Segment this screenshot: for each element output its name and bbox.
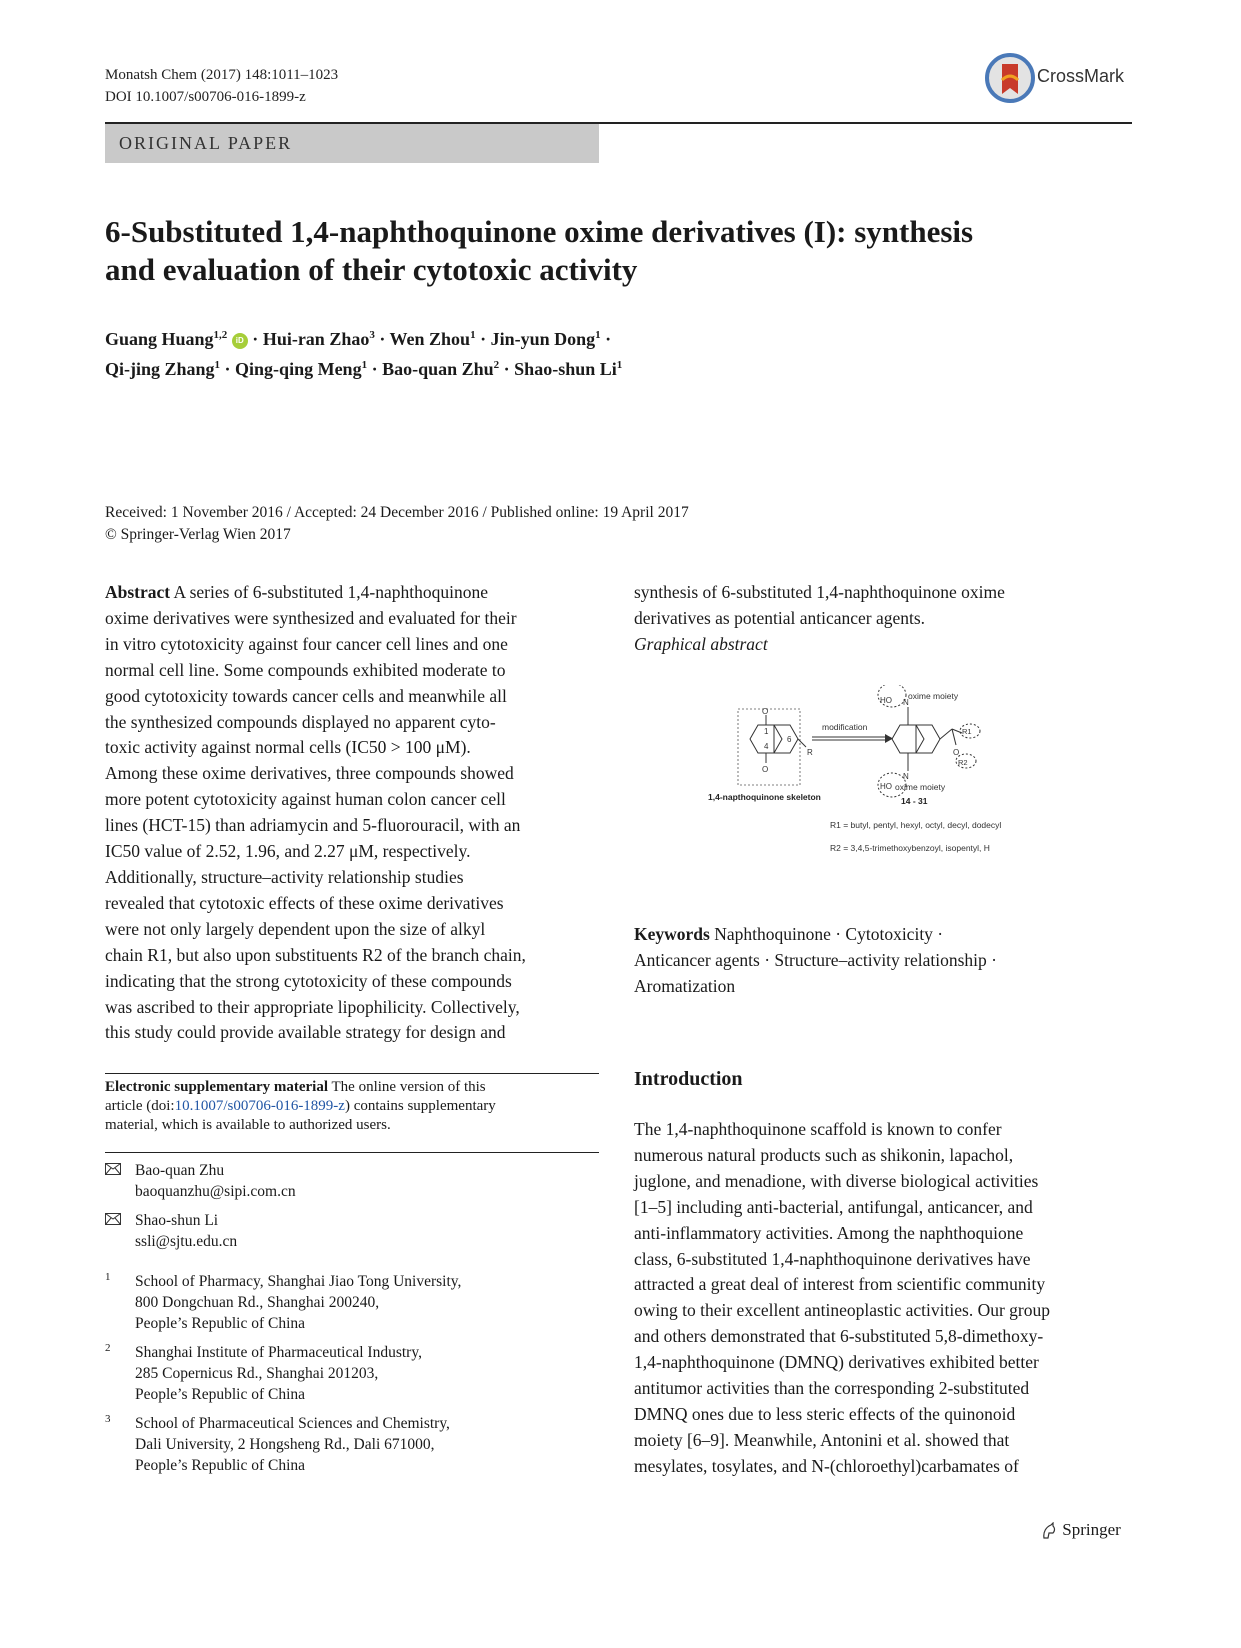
article-type: ORIGINAL PAPER xyxy=(119,133,293,153)
r2-label: R2 xyxy=(958,758,968,767)
abstract-line: synthesis of 6-substituted 1,4-naphthoquinone oxime xyxy=(634,582,1005,602)
abstract-line: was ascribed to their appropriate lipophilicity. Collectively, xyxy=(105,996,520,1017)
intro-line: owing to their excellent antineoplastic activities. Our group xyxy=(634,1300,1050,1321)
authors-line-2: Qi-jing Zhang$^1$ · Qing-qing Meng$^1$ · Bao-quan Zhu$^2$ · Shao-shun Li$^1$ xyxy=(105,359,623,379)
contact-name: Bao-quan Zhu xyxy=(135,1162,225,1179)
author-name[interactable]: Qing-qing Meng xyxy=(235,359,362,379)
nitrogen-top: N xyxy=(903,698,909,707)
authors xyxy=(105,322,622,382)
keywords xyxy=(634,922,1128,1000)
author-name[interactable]: Jin-yun Dong xyxy=(490,329,596,349)
abstract-line: chain R1, but also upon substituents R2 of the branch chain, xyxy=(105,944,526,965)
intro-line: and others demonstrated that 6-substituted 5,8-dimethoxy- xyxy=(634,1326,1044,1347)
modification-label: modification xyxy=(822,722,868,732)
intro-line: juglone, and menadione, with diverse biological activities xyxy=(634,1170,1039,1191)
oxime-label-bottom: oxime moiety xyxy=(895,782,946,792)
springer-horse-icon xyxy=(1040,1522,1058,1540)
intro-line: 1,4-naphthoquinone (DMNQ) derivatives exhibited better xyxy=(634,1352,1039,1373)
footnote-divider xyxy=(105,1152,599,1153)
abstract-line: derivatives as potential anticancer agents. xyxy=(634,607,926,628)
hydroxyl-bottom: HO xyxy=(880,782,892,791)
author-affil: 1 xyxy=(470,329,476,341)
orcid-icon[interactable]: iD xyxy=(232,333,248,349)
abstract-heading: Abstract xyxy=(105,582,171,602)
contact-email[interactable]: baoquanzhu@sipi.com.cn xyxy=(135,1183,296,1200)
abstract-line: good cytotoxicity towards cancer cells and meanwhile all xyxy=(105,685,507,706)
envelope-icon xyxy=(105,1163,121,1175)
footnote-divider xyxy=(105,1073,599,1074)
copyright: © Springer-Verlag Wien 2017 xyxy=(105,526,291,543)
author-name[interactable]: Shao-shun Li xyxy=(514,359,617,379)
abstract-line: normal cell line. Some compounds exhibited moderate to xyxy=(105,659,506,680)
intro-line: anti-inflammatory activities. Among the naphthoquione xyxy=(634,1222,1024,1243)
author-name[interactable]: Hui-ran Zhao xyxy=(262,329,370,349)
publisher-logo xyxy=(1040,1520,1121,1540)
introduction-body xyxy=(634,1117,1128,1480)
ester-oxygen: O xyxy=(953,748,960,757)
intro-line: class, 6-substituted 1,4-naphthoquinone derivatives have xyxy=(634,1248,1031,1269)
supplementary-material-note: Electronic supplementary material The online version of this article (doi:10.1007/s00706-016-1899-z) contains supplementary material, which is available to authorized users. xyxy=(105,1079,496,1133)
oxime-label-top: oxime moiety xyxy=(908,691,959,701)
intro-line: mesylates, tosylates, and N-(chloroethyl)carbamates of xyxy=(634,1455,1019,1476)
journal-citation: Monatsh Chem (2017) 148:1011–1023 xyxy=(105,67,339,83)
author-affil: 1 xyxy=(361,359,368,371)
intro-line: numerous natural products such as shikonin, lapachol, xyxy=(634,1144,1014,1165)
ring-position-4: 4 xyxy=(764,742,769,751)
product-structure xyxy=(878,685,980,797)
title-line-2: and evaluation of their cytotoxic activity xyxy=(105,252,638,287)
author-name[interactable]: Qi-jing Zhang xyxy=(105,359,215,379)
author-affil: 2 xyxy=(493,359,500,371)
affiliation-number: 2 xyxy=(105,1342,111,1354)
intro-line: The 1,4-naphthoquinone scaffold is known to confer xyxy=(634,1119,1002,1139)
author-affil: 1 xyxy=(595,329,601,341)
r1-label: R1 xyxy=(962,727,972,736)
hydroxyl-top: HO xyxy=(880,696,892,705)
doi-link[interactable]: 10.1007/s00706-016-1899-z xyxy=(174,1098,345,1114)
abstract-line: IC50 value of 2.52, 1.96, and 2.27 μM, respectively. xyxy=(105,841,471,862)
skeleton-structure xyxy=(750,715,806,763)
keywords-line: Aromatization xyxy=(634,975,736,996)
abstract-line: more potent cytotoxicity against human colon cancer cell xyxy=(105,789,506,810)
abstract-line: Among these oxime derivatives, three compounds showed xyxy=(105,763,514,784)
keywords-line: Keywords Naphthoquinone · Cytotoxicity · xyxy=(634,924,944,944)
abstract-line: Abstract A series of 6-substituted 1,4-naphthoquinone xyxy=(105,582,489,602)
author-affil: 3 xyxy=(369,329,375,341)
crossmark-icon xyxy=(985,50,1035,106)
abstract-line: were not only largely dependent upon the size of alkyl xyxy=(105,918,486,939)
authors-line-1: Guang Huang$^{1,2}$ iD · Hui-ran Zhao$^3$ · Wen Zhou$^1$ · Jin-yun Dong$^1$ · xyxy=(105,329,612,349)
r1-definition: R1 = butyl, pentyl, hexyl, octyl, decyl, dodecyl xyxy=(830,820,1002,830)
keywords-heading: Keywords xyxy=(634,924,710,944)
graphical-abstract xyxy=(700,685,1060,865)
abstract-line: toxic activity against normal cells (IC50 > 100 μM). xyxy=(105,737,471,758)
author-affil: 1 xyxy=(616,359,623,371)
envelope-icon xyxy=(105,1213,121,1225)
intro-line: antitumor activities than the corresponding 2-substituted xyxy=(634,1378,1030,1399)
intro-line: [1–5] including anti-bacterial, antifungal, anticancer, and xyxy=(634,1196,1033,1217)
intro-line: moiety [6–9]. Meanwhile, Antonini et al. showed that xyxy=(634,1429,1010,1450)
crossmark-label: CrossMark xyxy=(1037,66,1125,86)
author-affil: 1,2 xyxy=(213,329,228,341)
affiliation-number: 1 xyxy=(105,1271,111,1283)
intro-line: DMNQ ones due to less steric effects of the quinonoid xyxy=(634,1403,1016,1424)
abstract-line: the synthesized compounds displayed no apparent cyto- xyxy=(105,711,496,732)
affiliation-number: 3 xyxy=(105,1413,111,1425)
ring-position-6: 6 xyxy=(787,735,792,744)
author-name[interactable]: Wen Zhou xyxy=(389,329,471,349)
oxygen-label-bottom: O xyxy=(762,765,769,774)
abstract-continued xyxy=(634,580,1128,658)
abstract-line: revealed that cytotoxic effects of these oxime derivatives xyxy=(105,892,504,913)
ring-position-1: 1 xyxy=(764,727,769,736)
article-title xyxy=(105,213,1105,289)
keywords-line: Anticancer agents · Structure–activity relationship · xyxy=(634,949,997,970)
dates-line: Received: 1 November 2016 / Accepted: 24 December 2016 / Published online: 19 April 2017 xyxy=(105,504,689,521)
skeleton-label: 1,4-napthoquinone skeleton xyxy=(708,792,821,802)
contact-name: Shao-shun Li xyxy=(135,1212,219,1229)
graphical-abstract-label: Graphical abstract xyxy=(634,633,768,654)
r-substituent: R xyxy=(807,748,813,757)
oxygen-label-top: O xyxy=(762,707,769,716)
publication-dates xyxy=(105,502,689,546)
journal-header xyxy=(105,64,338,108)
title-line-1: 6-Substituted 1,4-naphthoquinone oxime derivatives (I): synthesis xyxy=(105,214,974,249)
introduction-heading: Introduction xyxy=(634,1068,743,1090)
crossmark-logo[interactable] xyxy=(985,50,1135,110)
abstract-line: oxime derivatives were synthesized and evaluated for their xyxy=(105,607,517,628)
author-name[interactable]: Bao-quan Zhu xyxy=(382,359,494,379)
publisher-name: Springer xyxy=(1062,1520,1121,1539)
abstract-line: lines (HCT-15) than adriamycin and 5-fluorouracil, with an xyxy=(105,815,521,836)
abstract-line: in vitro cytotoxicity against four cancer cell lines and one xyxy=(105,633,508,654)
nitrogen-bottom: N xyxy=(903,772,909,781)
compound-numbers: 14 - 31 xyxy=(901,796,928,806)
journal-doi: DOI 10.1007/s00706-016-1899-z xyxy=(105,89,306,105)
abstract-line: indicating that the strong cytotoxicity of these compounds xyxy=(105,970,512,991)
esm-heading: Electronic supplementary material xyxy=(105,1079,329,1095)
abstract-line: this study could provide available strategy for design and xyxy=(105,1022,506,1043)
intro-line: attracted a great deal of interest from scientific community xyxy=(634,1274,1046,1295)
abstract xyxy=(105,580,599,1046)
r2-definition: R2 = 3,4,5-trimethoxybenzoyl, isopentyl, H xyxy=(830,843,990,853)
abstract-line: Additionally, structure–activity relationship studies xyxy=(105,866,464,887)
author-name[interactable]: Guang Huang xyxy=(105,329,214,349)
contact-email[interactable]: ssli@sjtu.edu.cn xyxy=(135,1233,238,1250)
article-type-badge xyxy=(105,124,599,163)
author-affil: 1 xyxy=(214,359,221,371)
